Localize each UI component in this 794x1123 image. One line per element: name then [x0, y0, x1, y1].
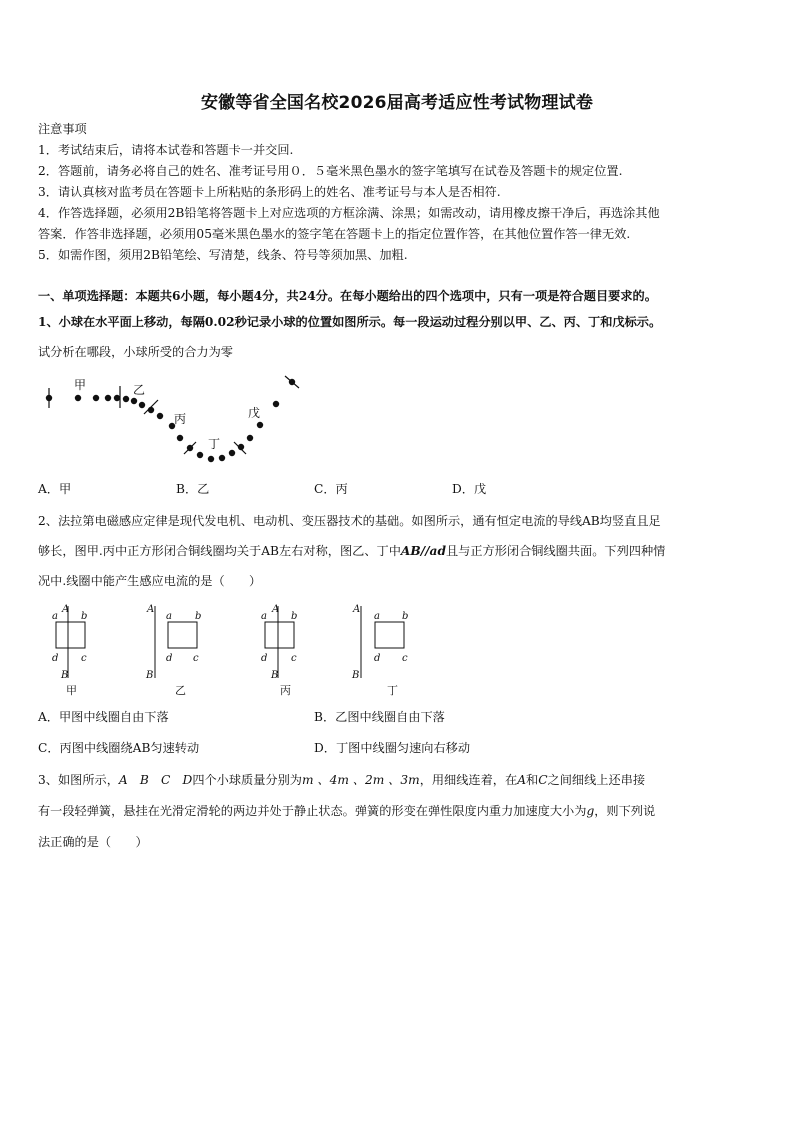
svg-text:a: a: [166, 611, 172, 622]
svg-text:B: B: [352, 670, 360, 681]
note-item: 1．考试结束后，请将本试卷和答题卡一并交回.: [38, 143, 294, 157]
option-b[interactable]: B．乙图中线圈自由下落: [314, 710, 445, 724]
option-c[interactable]: C．丙: [314, 482, 348, 496]
ball-position-dot: [208, 456, 213, 461]
ball-position-dot: [75, 395, 80, 400]
notes-heading: 注意事项: [38, 122, 87, 136]
ball-position-dot: [238, 444, 243, 449]
svg-text:B: B: [146, 670, 154, 681]
option-a[interactable]: A．甲: [38, 482, 72, 496]
ball-position-dot: [148, 407, 153, 412]
ball-position-dot: [273, 401, 278, 406]
segment-label: 戊: [248, 406, 261, 420]
ball-position-dot: [131, 398, 136, 403]
svg-text:c: c: [402, 653, 408, 664]
note-item: 5．如需作图，须用2B铅笔绘、写清楚，线条、符号等须加黑、加粗.: [38, 248, 408, 262]
svg-text:d: d: [166, 653, 173, 664]
option-c[interactable]: C．丙图中线圈绕AB匀速转动: [38, 741, 200, 755]
svg-text:d: d: [52, 653, 59, 664]
ball-position-dot: [139, 402, 144, 407]
question-2-text: 况中.线圈中能产生感应电流的是（ ）: [38, 574, 262, 588]
question-3-text: 3、如图所示，A B C D四个小球质量分别为m 、4m 、2m 、3m，用细线连着，在A和C之间细线上还串接: [38, 773, 646, 787]
ball-position-dot: [219, 455, 224, 460]
question-1-text: 1、小球在水平面上移动，每隔0.02秒记录小球的位置如图所示。每一段运动过程分别以甲、乙、丙、丁和戊标示。: [38, 315, 662, 329]
section-heading: 一、单项选择题：本题共6小题，每小题4分，共24分。在每小题给出的四个选项中，只有一项是符合题目要求的。: [38, 289, 657, 303]
question-3-text: 法正确的是（ ）: [38, 835, 148, 849]
ball-position-dot: [289, 379, 294, 384]
figure-caption: 乙: [175, 684, 186, 697]
option-a[interactable]: A．甲图中线圈自由下落: [38, 710, 169, 724]
option-d[interactable]: D．丁图中线圈匀速向右移动: [314, 741, 471, 755]
note-item: 3．请认真核对监考员在答题卡上所粘贴的条形码上的姓名、准考证号与本人是否相符.: [38, 185, 501, 199]
svg-text:c: c: [291, 653, 297, 664]
coil-square: [56, 622, 85, 648]
segment-label: 丙: [174, 412, 187, 426]
svg-text:A: A: [272, 604, 280, 615]
segment-label: 甲: [74, 378, 87, 392]
coil-square: [168, 622, 197, 648]
ball-position-dot: [157, 413, 162, 418]
svg-text:B: B: [271, 670, 279, 681]
svg-text:a: a: [261, 611, 267, 622]
svg-text:a: a: [374, 611, 380, 622]
q2-coil-figures: [38, 600, 438, 700]
ball-position-dot: [46, 395, 51, 400]
q1-ball-trajectory-figure: [38, 368, 318, 468]
question-2-text: 2、法拉第电磁感应定律是现代发电机、电动机、变压器技术的基础。如图所示，通有恒定电流的导线AB均竖直且足: [38, 514, 661, 528]
ball-position-dot: [197, 452, 202, 457]
ball-position-dot: [177, 435, 182, 440]
svg-text:d: d: [261, 653, 268, 664]
segment-label: 丁: [208, 437, 221, 451]
svg-text:A: A: [147, 604, 155, 615]
svg-text:A: A: [353, 604, 361, 615]
note-item: 2．答题前，请务必将自己的姓名、准考证号用０．５毫米黑色墨水的签字笔填写在试卷及答题卡的规定位置.: [38, 164, 623, 178]
note-item: 4．作答选择题，必须用2B铅笔将答题卡上对应选项的方框涂满、涂黑；如需改动，请用橡皮擦干净后，再选涂其他: [38, 206, 660, 220]
ball-position-dot: [105, 395, 110, 400]
svg-text:A: A: [62, 604, 70, 615]
coil-square: [265, 622, 294, 648]
page-title: 安徽等省全国名校2026届高考适应性考试物理试卷: [200, 93, 594, 113]
svg-text:a: a: [52, 611, 58, 622]
ball-position-dot: [114, 395, 119, 400]
svg-text:b: b: [402, 611, 409, 622]
question-2-text: 够长，图甲.丙中正方形闭合铜线圈均关于AB左右对称，图乙、丁中AB//ad且与正方形闭合铜线圈共面。下列四种情: [38, 544, 666, 558]
ball-position-dot: [247, 435, 252, 440]
svg-text:c: c: [193, 653, 199, 664]
question-3-text: 有一段轻弹簧，悬挂在光滑定滑轮的两边并处于静止状态。弹簧的形变在弹性限度内重力加速度大小为g，则下列说: [38, 804, 656, 818]
figure-caption: 丁: [387, 684, 398, 697]
segment-label: 乙: [133, 383, 146, 397]
figure-caption: 丙: [280, 684, 291, 697]
svg-text:b: b: [291, 611, 298, 622]
option-d[interactable]: D．戊: [452, 482, 487, 496]
question-1-text: 试分析在哪段，小球所受的合力为零: [38, 345, 233, 359]
option-b[interactable]: B．乙: [176, 482, 210, 496]
note-item: 答案．作答非选择题，必须用05毫米黑色墨水的签字笔在答题卡上的指定位置作答，在其他位置作答一律无效.: [38, 227, 631, 241]
ball-position-dot: [257, 422, 262, 427]
ball-position-dot: [187, 445, 192, 450]
ball-position-dot: [123, 396, 128, 401]
ball-position-dot: [93, 395, 98, 400]
coil-square: [375, 622, 404, 648]
svg-text:B: B: [61, 670, 69, 681]
svg-text:b: b: [81, 611, 88, 622]
svg-text:d: d: [374, 653, 381, 664]
svg-text:b: b: [195, 611, 202, 622]
figure-caption: 甲: [66, 684, 77, 697]
ball-position-dot: [229, 450, 234, 455]
svg-text:c: c: [81, 653, 87, 664]
